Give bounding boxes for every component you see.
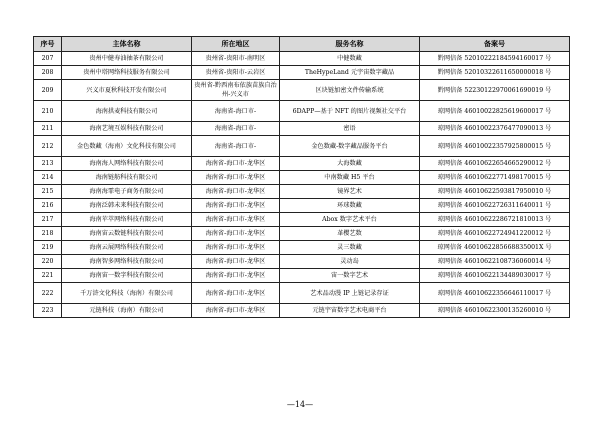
header-entity-name: 主体名称 (62, 37, 192, 52)
header-serial-number: 序号 (34, 37, 62, 52)
cell-serial-number: 219 (34, 241, 62, 255)
cell-region: 海南省-海口市-龙华区 (192, 255, 280, 269)
cell-serial-number: 212 (34, 136, 62, 157)
cell-entity-name: 海南宙云数链科技有限公司 (62, 227, 192, 241)
table-row (34, 269, 570, 283)
cell-service-name: 金色数藏-数字藏品服务平台 (280, 136, 420, 157)
cell-record-number: 琼网信备 46010022357925800015 号 (420, 136, 570, 157)
cell-record-number: 琼网信备 46010622771498170015 号 (420, 171, 570, 185)
cell-record-number: 琼网信备 46010622300135260010 号 (420, 304, 570, 318)
cell-service-name: 中南数藏 H5 平台 (280, 171, 420, 185)
page-number: —14— (286, 400, 314, 409)
cell-entity-name: 海南宙一数字科技有限公司 (62, 269, 192, 283)
cell-region: 贵州省-黔西南布依族苗族自治州-兴义市 (192, 80, 280, 101)
cell-region: 海南省-海口市-龙华区 (192, 185, 280, 199)
cell-record-number: 琼网信备 4601062285668835001X 号 (420, 241, 570, 255)
cell-serial-number: 216 (34, 199, 62, 213)
cell-record-number: 琼网信备 46010622108736060014 号 (420, 255, 570, 269)
table-row (34, 66, 570, 80)
header-region: 所在地区 (192, 37, 280, 52)
cell-entity-name: 千万浒文化科技（海南）有限公司 (62, 283, 192, 304)
cell-serial-number: 223 (34, 304, 62, 318)
registry-table (33, 36, 570, 318)
cell-region: 海南省-海口市-龙华区 (192, 213, 280, 227)
cell-region: 贵州省-贵阳市-南明区 (192, 52, 280, 66)
cell-record-number: 琼网信备 46010622356646110017 号 (420, 283, 570, 304)
cell-region: 海南省-海口市-龙华区 (192, 199, 280, 213)
cell-serial-number: 208 (34, 66, 62, 80)
cell-region: 海南省-海口市-龙华区 (192, 241, 280, 255)
table-row (34, 136, 570, 157)
cell-record-number: 琼网信备 46010622134489030017 号 (420, 269, 570, 283)
table-row (34, 122, 570, 136)
cell-record-number: 琼网信备 46010022825619600017 号 (420, 101, 570, 122)
table-header-row (34, 37, 570, 52)
cell-service-name: 元链宇宙数字艺术电商平台 (280, 304, 420, 318)
cell-region: 贵州省-贵阳市-云岩区 (192, 66, 280, 80)
cell-record-number: 黔网信备 52010222184594160017 号 (420, 52, 570, 66)
cell-serial-number: 222 (34, 283, 62, 304)
cell-region: 海南省-海口市-龙华区 (192, 304, 280, 318)
cell-record-number: 琼网信备 46010022376477090013 号 (420, 122, 570, 136)
cell-service-name: TheHypeLand 元宇宙数字藏品 (280, 66, 420, 80)
cell-entity-name: 贵州中塔网络科技服务有限公司 (62, 66, 192, 80)
table-row (34, 304, 570, 318)
cell-service-name: 大海数藏 (280, 157, 420, 171)
cell-region: 海南省-海口市-龙华区 (192, 283, 280, 304)
cell-record-number: 琼网信备 46010622654665290012 号 (420, 157, 570, 171)
cell-entity-name: 海南链舫科技有限公司 (62, 171, 192, 185)
cell-record-number: 琼网信备 46010622726311640011 号 (420, 199, 570, 213)
cell-service-name: 宙一数字艺术 (280, 269, 420, 283)
cell-region: 海南省-海口市-龙华区 (192, 269, 280, 283)
cell-serial-number: 220 (34, 255, 62, 269)
table-row (34, 52, 570, 66)
cell-entity-name: 海南泛韩未来科技有限公司 (62, 199, 192, 213)
cell-entity-name: 海南云展网络科技有限公司 (62, 241, 192, 255)
table-row (34, 157, 570, 171)
cell-service-name: 艺术品动漫 IP 上链记录存证 (280, 283, 420, 304)
header-service-name: 服务名称 (280, 37, 420, 52)
cell-serial-number: 215 (34, 185, 62, 199)
cell-entity-name: 金色数藏（海南）文化科技有限公司 (62, 136, 192, 157)
cell-serial-number: 213 (34, 157, 62, 171)
cell-serial-number: 217 (34, 213, 62, 227)
cell-service-name: 革樱艺数 (280, 227, 420, 241)
cell-service-name: 灵动岛 (280, 255, 420, 269)
cell-service-name: 环球数藏 (280, 199, 420, 213)
header-record-number: 备案号 (420, 37, 570, 52)
table-row (34, 227, 570, 241)
table-row (34, 213, 570, 227)
cell-region: 海南省-海口市- (192, 122, 280, 136)
cell-service-name: 区块链加密文件传输系统 (280, 80, 420, 101)
cell-serial-number: 214 (34, 171, 62, 185)
cell-serial-number: 207 (34, 52, 62, 66)
cell-entity-name: 海南苹萃网络科技有限公司 (62, 213, 192, 227)
cell-entity-name: 海南海霏电子商务有限公司 (62, 185, 192, 199)
cell-record-number: 琼网信备 46010622724941220012 号 (420, 227, 570, 241)
table-row (34, 101, 570, 122)
table-row (34, 199, 570, 213)
table-row (34, 171, 570, 185)
cell-region: 海南省-海口市-龙华区 (192, 171, 280, 185)
table-row (34, 80, 570, 101)
table-row (34, 283, 570, 304)
cell-entity-name: 海南艺境互娱科技有限公司 (62, 122, 192, 136)
table-body (34, 52, 570, 318)
cell-entity-name: 兴义市夏秋科技开发有限公司 (62, 80, 192, 101)
cell-serial-number: 218 (34, 227, 62, 241)
table-row (34, 185, 570, 199)
cell-service-name: 镜界艺术 (280, 185, 420, 199)
cell-service-name: 灵三数藏 (280, 241, 420, 255)
cell-serial-number: 211 (34, 122, 62, 136)
cell-record-number: 黔网信备 52230122970061690019 号 (420, 80, 570, 101)
cell-entity-name: 贵州中健寿油抽茶有限公司 (62, 52, 192, 66)
table-row (34, 255, 570, 269)
cell-service-name: 6DAPP—基于 NFT 的图片视频社交平台 (280, 101, 420, 122)
cell-entity-name: 元链科技（海南）有限公司 (62, 304, 192, 318)
cell-region: 海南省-海口市- (192, 101, 280, 122)
cell-region: 海南省-海口市- (192, 136, 280, 157)
cell-serial-number: 210 (34, 101, 62, 122)
cell-record-number: 黔网信备 52010322611650000018 号 (420, 66, 570, 80)
cell-entity-name: 海南智多网络科技有限公司 (62, 255, 192, 269)
cell-service-name: 中健数藏 (280, 52, 420, 66)
cell-entity-name: 海南海人网络科技有限公司 (62, 157, 192, 171)
cell-serial-number: 221 (34, 269, 62, 283)
cell-record-number: 琼网信备 46010622593817950010 号 (420, 185, 570, 199)
cell-serial-number: 209 (34, 80, 62, 101)
cell-service-name: Abox 数字艺术平台 (280, 213, 420, 227)
cell-region: 海南省-海口市-龙华区 (192, 227, 280, 241)
cell-entity-name: 海南拱麦科技有限公司 (62, 101, 192, 122)
cell-service-name: 密语 (280, 122, 420, 136)
cell-region: 海南省-海口市-龙华区 (192, 157, 280, 171)
table-row (34, 241, 570, 255)
cell-record-number: 琼网信备 46010622286721810013 号 (420, 213, 570, 227)
